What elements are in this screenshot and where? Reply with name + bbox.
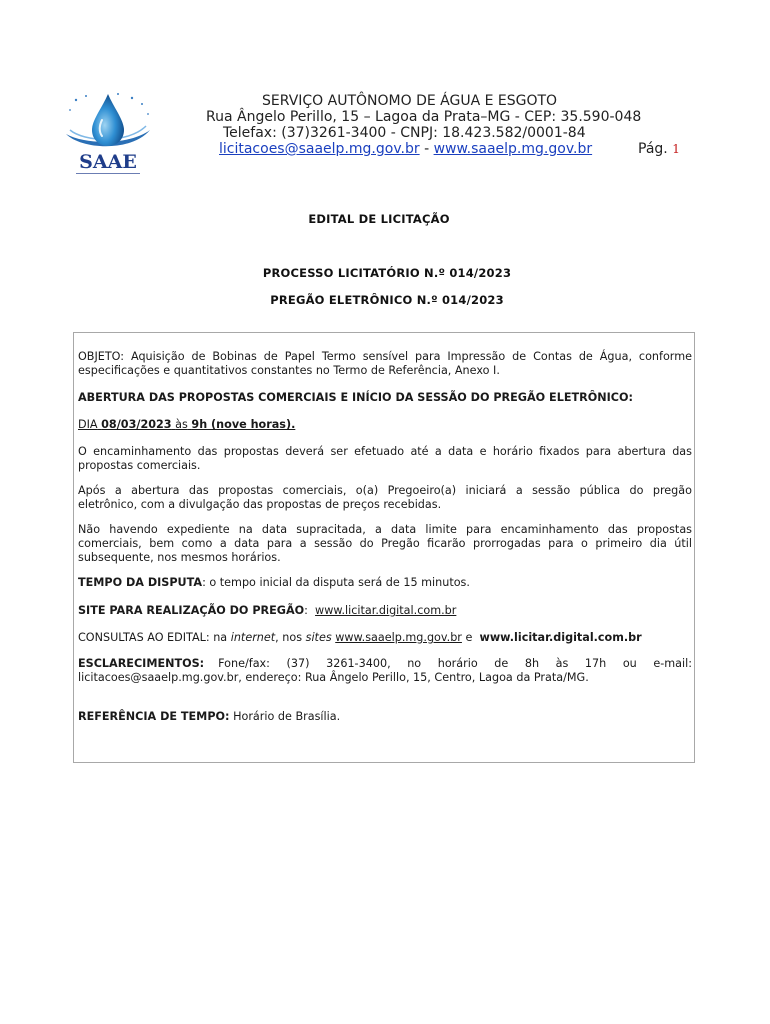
saae-logo <box>62 90 154 180</box>
objeto-line-1 <box>78 350 692 364</box>
consultas-label: CONSULTAS AO EDITAL: na <box>78 631 228 644</box>
summary-box <box>73 332 695 763</box>
consultas-e: e <box>465 631 473 644</box>
encaminhamento-paragraph <box>78 445 692 473</box>
nao-line-3: subsequente, nos mesmos horários. <box>78 551 281 564</box>
esclar-label: ESCLARECIMENTOS: <box>78 657 205 670</box>
esclar-text-1: Fone/fax: (37) 3261-3400, no horário de 8h às 17h ou e-mail: <box>218 657 692 670</box>
tempo-text: : o tempo inicial da disputa será de 15 minutos. <box>202 576 470 589</box>
page-indicator <box>638 141 680 157</box>
esclarecimentos-paragraph <box>78 657 692 685</box>
page-number: 1 <box>672 142 680 156</box>
esclar-line-1 <box>78 657 692 671</box>
encam-line-1: O encaminhamento das propostas deverá ser efetuado até a data e horário fixados para abertura das <box>78 445 692 458</box>
dia-line <box>78 418 692 432</box>
org-address: Rua Ângelo Perillo, 15 – Lagoa da Prata–MG - CEP: 35.590-048 <box>206 109 642 125</box>
consultas-nos: , nos <box>275 631 303 644</box>
objeto-text-1: OBJETO: Aquisição de Bobinas de Papel Termo sensível para Impressão de Contas de Água, conforme <box>78 350 692 363</box>
site-line <box>78 604 692 618</box>
logo-text: SAAE <box>79 151 137 173</box>
org-contacts <box>219 141 592 157</box>
org-phone-cnpj: Telefax: (37)3261-3400 - CNPJ: 18.423.582/0001-84 <box>223 125 586 141</box>
website-link[interactable]: www.saaelp.mg.gov.br <box>433 141 593 157</box>
dia-prefix: DIA <box>78 418 98 431</box>
site-label: SITE PARA REALIZAÇÃO DO PREGÃO <box>78 604 305 617</box>
page-label: Pág. <box>638 141 668 157</box>
consultas-line <box>78 631 692 645</box>
consultas-internet: internet <box>230 631 276 644</box>
ref-label: REFERÊNCIA DE TEMPO: <box>78 710 230 723</box>
consultas-url-saae-link[interactable]: www.saaelp.mg.gov.br <box>335 631 462 644</box>
ref-text: Horário de Brasília. <box>233 710 341 723</box>
objeto-line-2: especificações e quantitativos constantes no Termo de Referência, Anexo I. <box>78 364 500 377</box>
contact-separator: - <box>419 141 434 157</box>
encam-line-2: propostas comerciais. <box>78 459 201 472</box>
pregao-title: PREGÃO ELETRÔNICO N.º 014/2023 <box>270 293 504 307</box>
logo-underline <box>76 173 140 177</box>
esclar-line-2: licitacoes@saaelp.mg.gov.br, endereço: Rua Ângelo Perillo, 15, Centro, Lagoa da Prata/MG. <box>78 671 589 684</box>
objeto-paragraph <box>78 350 692 378</box>
dia-as: às <box>175 418 188 431</box>
edital-title: EDITAL DE LICITAÇÃO <box>308 212 450 226</box>
water-drop-icon <box>62 90 154 154</box>
dia-date: 08/03/2023 <box>101 418 172 431</box>
org-name: SERVIÇO AUTÔNOMO DE ÁGUA E ESGOTO <box>262 93 558 109</box>
nao-havendo-paragraph <box>78 523 692 565</box>
apos-line-1: Após a abertura das propostas comerciais, o(a) Pregoeiro(a) iniciará a sessão pública do pregão <box>78 484 692 497</box>
nao-line-2: comerciais, bem como a data para a sessão do Pregão ficarão prorrogadas para o primeiro dia útil <box>78 537 692 550</box>
consultas-url-licitar[interactable]: www.licitar.digital.com.br <box>479 631 642 644</box>
site-url-link[interactable]: www.licitar.digital.com.br <box>315 604 457 617</box>
referencia-tempo-line <box>78 710 692 724</box>
dia-time: 9h (nove horas). <box>191 418 296 431</box>
consultas-sites: sites <box>305 631 332 644</box>
processo-title: PROCESSO LICITATÓRIO N.º 014/2023 <box>262 266 512 280</box>
apos-paragraph <box>78 484 692 512</box>
abertura-heading: ABERTURA DAS PROPOSTAS COMERCIAIS E INÍCIO DA SESSÃO DO PREGÃO ELETRÔNICO: <box>78 391 633 404</box>
email-link[interactable]: licitacoes@saaelp.mg.gov.br <box>219 141 420 157</box>
apos-line-2: eletrônico, com a divulgação das propostas de preços recebidas. <box>78 498 442 511</box>
nao-line-1: Não havendo expediente na data supracitada, a data limite para encaminhamento das propostas <box>78 523 692 536</box>
tempo-disputa-line <box>78 576 692 590</box>
tempo-label: TEMPO DA DISPUTA <box>78 576 203 589</box>
site-colon: : <box>304 604 308 617</box>
